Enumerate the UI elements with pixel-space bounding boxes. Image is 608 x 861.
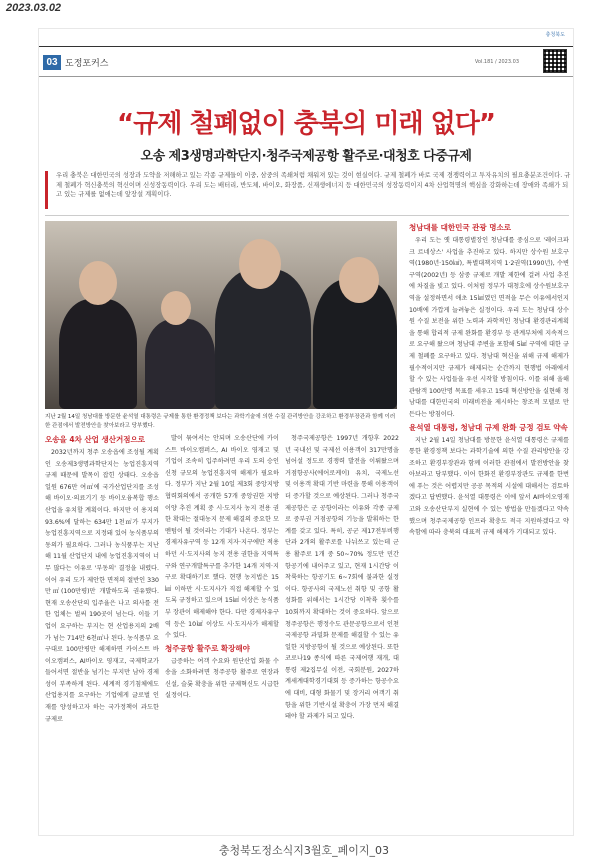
- body-text: 우리 도는 옛 대통령별장인 청남대를 중심으로 '레이크파크 르네상스' 사업을 추진하고 있다. 하지만 상수원 보호구역(1980년·150㎢), 특별대책지역 1·2권역(1990년), 수변구역(2002년) 등 삼중 규제로 개발 제한에 걸려 사업 추진에 차질을 빚고 있다. 이처럼 정부가 대청호에 상수원보호구역을 설정하면서 애초 15㎢였던 면적을 무슨 이유에서인지 10배에 가깝게 늘려놓은 실정이다. 우리 도는 청남대 상수원 수질 보전을 위한 노력과 과학적인 청남대 환경관리계획을 통해 합리적 규제 완화를 환경부 등 관계부처에 지속적으로 요구해 왔으며 청남대 주변을 포함해 5㎢ 구역에 대한 규제 철폐를 요구하고 있다. 청남대 혁신을 위해 규제 해제가 필수적이지만 규제가 해제되는 순간까지 현행법 아래에서 할 수 있는 사업들을 우선 시작할 방침이다. 이를 위해 올해 관람객 100만명 목표를 세우고 15대 혁신방안을 실현해 청남대를 대한민국의 미래비전을 제시하는 창조적 모델로 만든다는 방침이다.: [409, 237, 569, 418]
- person-head: [239, 239, 281, 289]
- body-text: 2032년까지 청주 오송읍에 조성될 계획인 오송제3생명과학단지는 농업진흥지역 규제 때문에 발목이 잡힌 상태다. 오송읍 일원 676만 여㎡에 국가산업단지를 조성해 바이오·의료기기 등 바이오융복합 행소산업을 유치할 계획이다. 하지만 이 용지의 93.6%에 달하는 634만 1천㎡가 부지가 농업진흥지역으로 지정돼 있어 농식품부의 동의가 필요하다. 그러나 농식품부는 지난해 11월 산업단지 내에 농업진흥지역이 너무 많다는 이유로 '부동의' 결정을 내렸다. 이어 우리 도가 제안한 면적의 절반인 330만㎡(100만평)만 개발하도록 권유했다. 현재 오송산단의 입주율은 나고 의사를 전한 업체는 벌써 190곳이 넘는다. 이들 기업이 요구하는 부지는 현 산업용지의 2배가 넘는 714만 6천㎡나 된다. 농식품부 요구대로 100만평만 해제하면 카이스트 바이오캠퍼스, AI바이오 영재고, 국제학교가 들어서면 절반을 넘기는 부지만 남아 경제성이 부족하게 된다. 세계적 경기침체에도 산업용지를 요구하는 기업에게 글로벌 인재를 양성하고자 하는 국가정책이 과도한 규제로: [45, 449, 159, 723]
- body-text: 청주국제공항은 1997년 개항후 2022년 국내선 및 국제선 이용객이 317만명을 넘어설 정도로 경쟁력 발전을 이뤄왔으며 거점항공사(에어로케이) 유치, 국제노선 및 이용객 확대 기반 마련을 통해 이용객이 더 증가할 것으로 예상된다. 그러나 청주국제공항은 군 공항이라는 이유와 각종 규제로 중부권 거점공항의 기능을 발휘하는 한계를 갖고 있다. 특히, 공군 제17전투비행단과 2개의 활주로를 나눠쓰고 있는데 군용 활주로 1개 중 50~70% 정도만 민간항공기에 내어주고 있고, 현재 1시간당 이착륙하는 항공기도 6~7회에 불과한 실정이다. 항공사의 국제노선 취항 및 공항 활성화를 위해서는 1시간당 이착륙 횟수를 10회까지 확대하는 것이 중요하다. 앞으로 청주공항은 행정수도 관문공항으로서 인천국제공항 과밀화 문제를 해결할 수 있는 유일한 지방공항이 될 것으로 예상된다. 또한 코로나19 종식에 따른 국제여행 재개, 대통령 제2집무실 이전, 국회분원, 2027하계세계대학경기대회 등 증가하는 항공수요에 대비, 대형 화물기 및 장거리 여객기 취항을 위한 기반시설 확충이 가장 먼저 해결돼야 할 과제가 되고 있다.: [285, 435, 399, 721]
- lead-paragraph: 우리 충북은 대한민국의 성장과 도약을 저해하고 있는 각종 규제들이 이중, 삼중의 족쇄처럼 채워져 있는 것이 현실이다. 규제 철폐가 바로 국제 경쟁력이고 투자유치의 필요충분조건이다. 규제 철폐가 혁신충북의 혁신이며 신성장동력이다. 우리 도는 배터리, 반도체, 바이오, 화장품, 신재생에너지 등 대한민국의 성장동력이지 4차 산업혁명의 핵심을 강화하는데 장애와 족쇄가 되고 있는 규제를 없애는데 앞장설 계획이다.: [45, 171, 571, 209]
- date-stamp: 2023.03.02: [6, 2, 62, 14]
- person-head: [161, 291, 191, 325]
- article-column-1: [45, 433, 159, 833]
- person-head: [339, 257, 379, 303]
- person-head: [79, 261, 117, 305]
- magazine-page: [38, 28, 574, 836]
- volume-info: Vol.181 / 2023.03: [474, 59, 519, 65]
- page-number-badge: 03: [43, 55, 61, 70]
- section-heading: 오송을 4차 산업 생산거점으로: [45, 435, 145, 444]
- body-text: 급증하는 여객 수요와 원단산업 화물 수송을 소화하려면 청주공항 활주로 연장과 신설, 슬롯 확충을 위한 규제혁신도 시급한 실정이다.: [165, 657, 279, 700]
- lead-divider: [45, 215, 569, 216]
- news-photo: [45, 221, 397, 409]
- person-figure: [59, 299, 137, 409]
- header-rule: [39, 46, 573, 47]
- body-text: 지난 2월 14일 청남대를 방문한 윤석열 대통령은 규제를 통한 환경정책 보다는 과학기술에 의한 수질 관리방안을 강조하고 환경부장관과 함께 이러한 관점에서 발전방안을 찾아보라고 당부했다. 이어 한화진 환경부장관도 규제를 한번에 푸는 것은 어렵지만 공공 목적의 시설에 대해서는 검토하겠다고 답변했다. 윤석열 대통령은 이에 앞서 AI바이오영재고와 오송산단부지 실현에 수 있는 방법을 만들겠다고 약속했으며 청주국제공항 인프라 확충도 적극 지원하겠다고 약속함에 따라 충북의 대표적 규제 해제가 기대되고 있다.: [409, 436, 569, 537]
- article-column-4: [409, 221, 569, 833]
- section-heading: 청주공항 활주로 확장해야: [165, 643, 250, 653]
- section-heading: 청남대를 대한민국 관광 명소로: [409, 223, 512, 232]
- header-divider: [39, 76, 573, 77]
- photo-caption: 지난 2월 14일 청남대를 방문한 윤석열 대통령은 규제를 통한 환경정책 보다는 과학기술에 의한 수질 관리방안을 강조하고 환경부장관과 함께 이러한 관점에서 발전방안을 찾아보라고 당부했다.: [45, 414, 396, 429]
- section-name: 도정포커스: [65, 59, 109, 69]
- body-text: 발이 묶여서는 안되며 오송산단에 카이스트 바이오캠퍼스, AI 바이오 영재고 및 기업이 조속히 입주하려면 우리 도의 승인신청 규모의 농업진흥지역 해제가 필요하다. 정부가 지난 2월 10일 제3회 중앙지방협력회의에서 공개한 57개 중앙권한 지방이양 추진 계획 중 시·도지사 농지 전용 권한 확대는 절대농지 문제 해결의 중요한 모멘텀이 될 것이라는 기대가 나온다. 정부는 경제자유구역 등 12개 지자·지구에만 적용하던 시·도지사의 농지 전용 권한을 지역특구와 연구개발특구를 추가한 14개 지역·지구로 확대하기로 했다. 현행 농지법은 15㎢ 이하만 시·도지사가 직접 해제할 수 있도록 규정하고 있으며 15㎢ 이상은 농식품부 장관이 해제해야 한다. 다만 경제자유구역 등은 10㎢ 이상도 시·도지사가 해제할 수 있다.: [165, 435, 279, 640]
- article-column-3: [285, 433, 399, 833]
- publisher-logo: 충청북도: [545, 32, 565, 38]
- person-figure: [215, 269, 311, 409]
- page-footer: 충청북도정소식지3월호_페이지_03: [218, 844, 390, 857]
- person-figure: [145, 319, 215, 409]
- article-column-2: [165, 433, 279, 833]
- headline: “규제 철폐없이 충북의 미래 없다”: [117, 109, 495, 139]
- qr-code-icon: [543, 49, 567, 73]
- section-heading: 윤석열 대통령, 청남대 규제 완화 긍정 검토 약속: [409, 422, 568, 432]
- subheadline: 오송 제3생명과학단지·청주국제공항 활주로·대청호 다중규제: [140, 149, 472, 164]
